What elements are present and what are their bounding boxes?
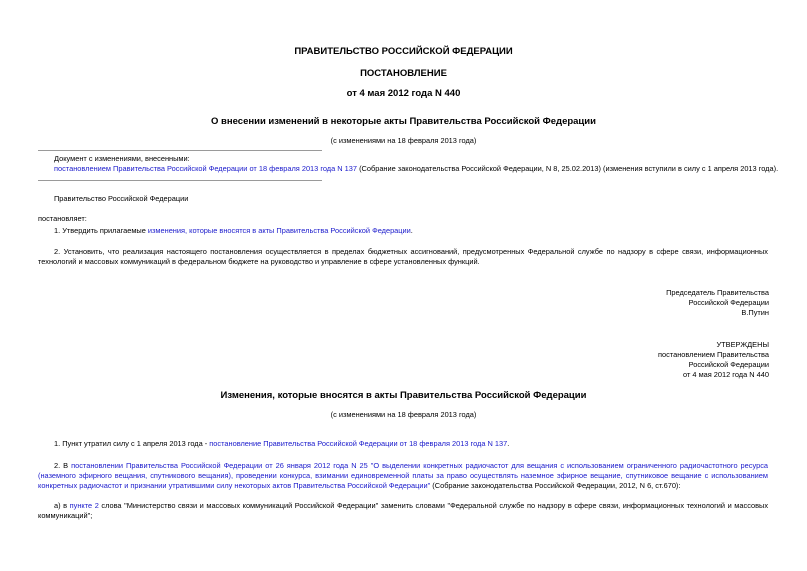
changes-line <box>54 164 784 174</box>
doc-title: О внесении изменений в некоторые акты Правительства Российской Федерации <box>211 116 596 127</box>
p1-end: . <box>410 226 413 235</box>
changes-link[interactable]: постановлением Правительства Российской Федерации от 18 февраля 2013 года N 137 <box>54 164 358 173</box>
signature-name: В.Путин <box>741 308 769 317</box>
item2-end: (Собрание законодательства Российской Федерации, 2012, N 6, ст.670): <box>430 481 681 490</box>
p1-link[interactable]: изменения, которые вносятся в акты Правительства Российской Федерации <box>147 226 411 235</box>
signature-line-1: Председатель Правительства <box>666 288 769 297</box>
annex-item-1 <box>54 439 769 449</box>
changes-bottom-rule <box>38 180 322 181</box>
item-a-link[interactable]: пункте 2 <box>69 501 99 510</box>
approved-line-2: постановлением Правительства <box>658 350 769 359</box>
item1-link[interactable]: постановление Правительства Российской Федерации от 18 февраля 2013 года N 137 <box>209 439 508 448</box>
doc-revision: (с изменениями на 18 февраля 2013 года) <box>330 136 477 145</box>
item-a-text: а) в <box>54 501 70 510</box>
gov-name: Правительство Российской Федерации <box>54 194 189 203</box>
approved-line-4: от 4 мая 2012 года N 440 <box>683 370 769 379</box>
item2-text: 2. В <box>54 461 72 470</box>
paragraph-1 <box>54 226 413 236</box>
approved-line-1: УТВЕРЖДЕНЫ <box>716 340 769 349</box>
item1-text: 1. Пункт утратил силу с 1 апреля 2013 года - <box>54 439 210 448</box>
p1-text: 1. Утвердить прилагаемые <box>54 226 148 235</box>
org-name: ПРАВИТЕЛЬСТВО РОССИЙСКОЙ ФЕДЕРАЦИИ <box>294 46 513 57</box>
annex-item-2 <box>38 461 768 491</box>
doc-type: ПОСТАНОВЛЕНИЕ <box>360 68 447 79</box>
item-a-end: слова "Министерство связи и массовых коммуникаций Российской Федерации" заменить словами "Федеральной службе по надзору в сфере связи, информационных технологий и массовых коммуникаций"; <box>38 501 769 520</box>
annex-revision: (с изменениями на 18 февраля 2013 года) <box>330 410 477 419</box>
decrees-label: постановляет: <box>38 214 87 223</box>
doc-date-number: от 4 мая 2012 года N 440 <box>346 88 461 99</box>
item2-link[interactable]: постановлении Правительства Российской Федерации от 26 января 2012 года N 25 "О выделении конкретных радиочастот для вещания с использованием ограниченного радиочастотного ресурса (наземного эфирного вещания, спутникового вещания), проведении конкурса, взимании единовременной платы за право осуществлять наземное эфирное вещание, спутниковое вещание с использованием конкретных радиочастот и признании утратившими силу некоторых актов Правительства Российской Федерации" <box>38 461 769 490</box>
changes-after-link: (Собрание законодательства Российской Федерации, N 8, 25.02.2013) (изменения вступили в силу с 1 апреля 2013 года). <box>357 164 779 173</box>
item1-end: . <box>507 439 510 448</box>
annex-item-a <box>38 501 768 521</box>
approved-line-3: Российской Федерации <box>688 360 769 369</box>
changes-top-rule <box>38 150 322 151</box>
signature-line-2: Российской Федерации <box>688 298 769 307</box>
paragraph-2: 2. Установить, что реализация настоящего постановления осуществляется в пределах бюджетных ассигнований, предусмотренных Федеральной службе по надзору в сфере связи, информационных технологий и массовых коммуникаций в федеральном бюджете на руководство и управление в сфере установленных функций. <box>38 247 768 266</box>
changes-intro: Документ с изменениями, внесенными: <box>54 154 190 163</box>
annex-title: Изменения, которые вносятся в акты Правительства Российской Федерации <box>220 390 587 401</box>
